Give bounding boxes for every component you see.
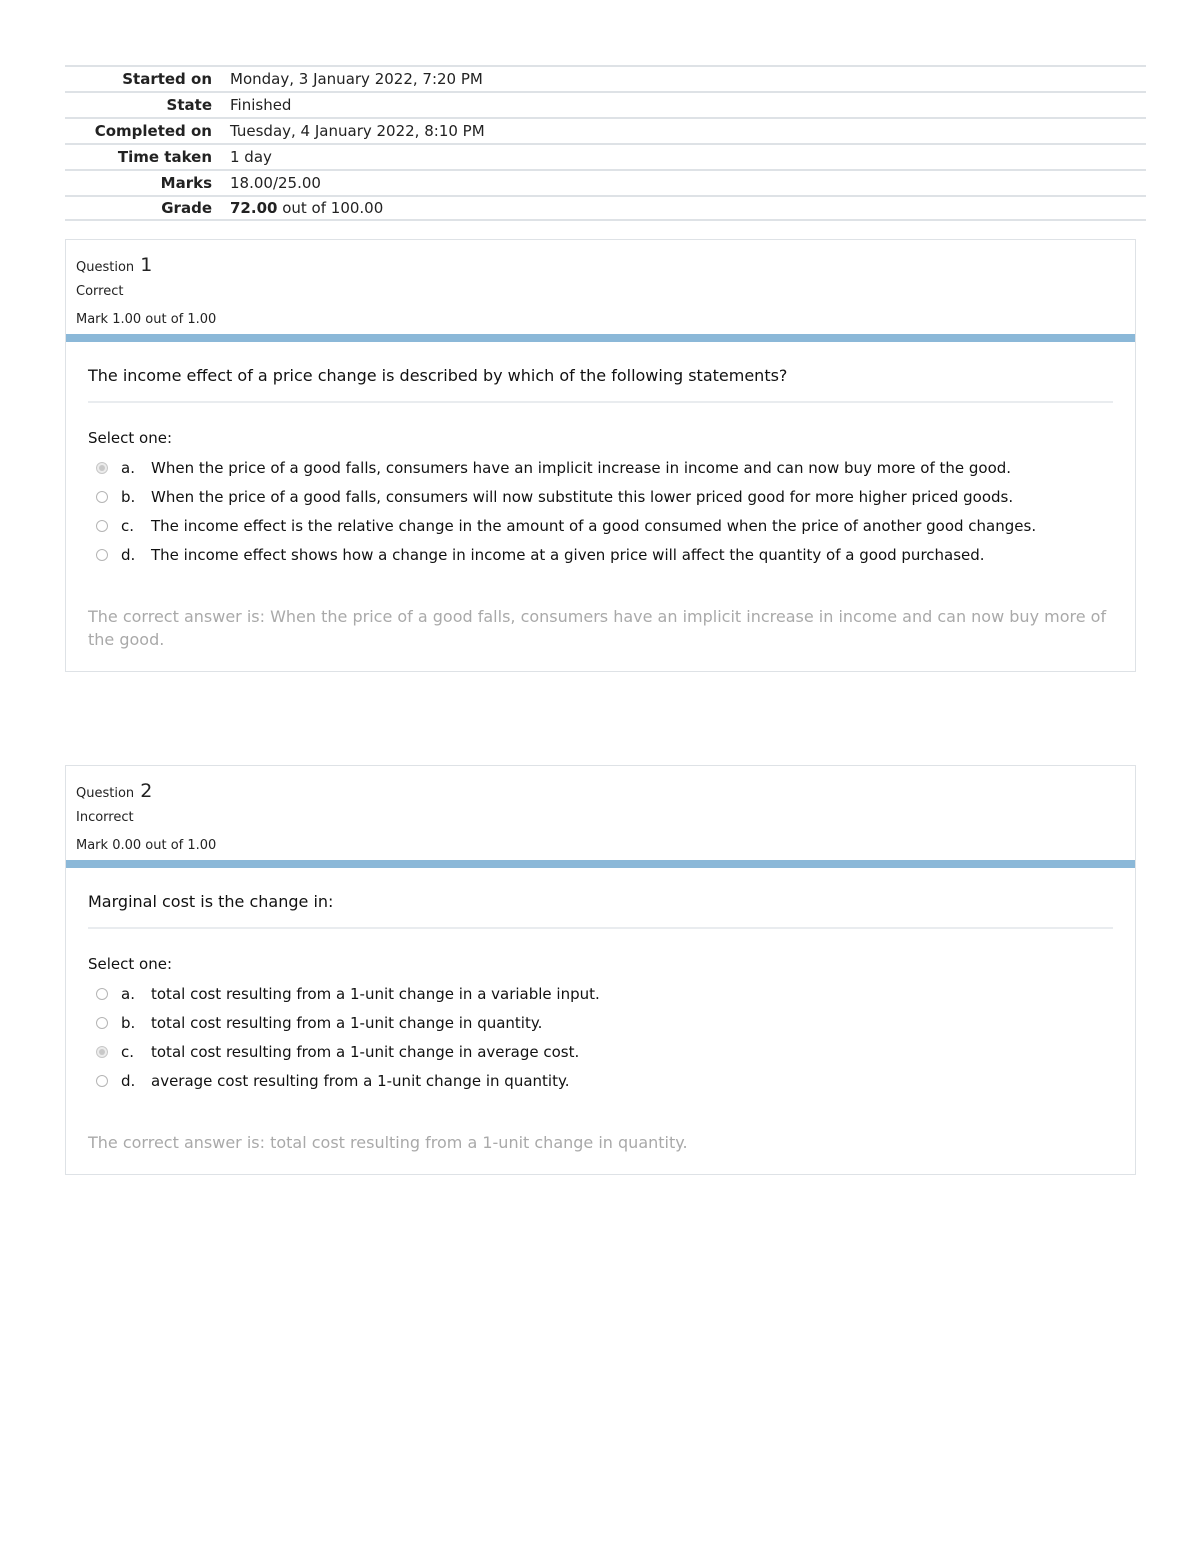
question-number-value: 2	[140, 780, 153, 802]
question-card-1	[65, 239, 1136, 672]
grade-value	[230, 199, 383, 217]
question-info	[66, 240, 1135, 334]
answer-option-a[interactable]	[88, 979, 1113, 1008]
option-text: The income effect is the relative change in the amount of a good consumed when the price of another good changes.	[151, 516, 1037, 535]
select-one-prompt: Select one:	[88, 955, 173, 973]
grade-label: Grade	[161, 199, 212, 217]
started-on-label: Started on	[122, 70, 212, 88]
answer-option-a[interactable]	[88, 453, 1113, 482]
marks-value: 18.00/25.00	[230, 174, 321, 192]
question-mark: Mark 1.00 out of 1.00	[76, 312, 217, 327]
option-text: total cost resulting from a 1-unit change in quantity.	[151, 1013, 543, 1032]
question-divider-bar	[66, 860, 1135, 868]
answer-option-d[interactable]	[88, 540, 1113, 569]
correct-answer-feedback: The correct answer is: When the price of a good falls, consumers have an implicit increase in income and can now buy more of the good.	[88, 607, 1107, 649]
select-one-prompt: Select one:	[88, 429, 173, 447]
question-card-2	[65, 765, 1136, 1175]
summary-row-started	[65, 65, 1146, 91]
question-content	[66, 868, 1135, 1117]
started-on-value: Monday, 3 January 2022, 7:20 PM	[230, 70, 483, 88]
question-divider-bar	[66, 334, 1135, 342]
state-label: State	[166, 96, 212, 114]
question-state: Correct	[76, 284, 124, 299]
option-letter: b.	[121, 1013, 136, 1032]
completed-on-label: Completed on	[94, 122, 212, 140]
grade-suffix: out of 100.00	[277, 199, 384, 217]
time-taken-value: 1 day	[230, 148, 272, 166]
option-letter: a.	[121, 458, 135, 477]
grade-score: 72.00	[230, 199, 278, 217]
answer-option-b[interactable]	[88, 482, 1113, 511]
answer-options	[88, 453, 1113, 569]
summary-row-time	[65, 143, 1146, 169]
question-content	[66, 342, 1135, 591]
option-text: average cost resulting from a 1-unit change in quantity.	[151, 1071, 570, 1090]
answer-option-b[interactable]	[88, 1008, 1113, 1037]
summary-row-completed	[65, 117, 1146, 143]
question-label: Question	[76, 786, 135, 801]
answer-option-d[interactable]	[88, 1066, 1113, 1095]
radio-button-selected[interactable]	[96, 1046, 108, 1058]
question-text: Marginal cost is the change in:	[88, 892, 1113, 929]
attempt-summary-table	[65, 65, 1146, 221]
option-letter: d.	[121, 1071, 136, 1090]
option-text: total cost resulting from a 1-unit change in a variable input.	[151, 984, 600, 1003]
radio-button-selected[interactable]	[96, 462, 108, 474]
state-value: Finished	[230, 96, 292, 114]
radio-button[interactable]	[96, 520, 108, 532]
radio-button[interactable]	[96, 549, 108, 561]
answer-options	[88, 979, 1113, 1095]
option-text: The income effect shows how a change in income at a given price will affect the quantity of a good purchased.	[151, 545, 985, 564]
completed-on-value: Tuesday, 4 January 2022, 8:10 PM	[230, 122, 485, 140]
radio-button[interactable]	[96, 988, 108, 1000]
summary-row-marks	[65, 169, 1146, 195]
question-state: Incorrect	[76, 810, 134, 825]
question-mark: Mark 0.00 out of 1.00	[76, 838, 217, 853]
option-letter: b.	[121, 487, 136, 506]
option-letter: d.	[121, 545, 136, 564]
radio-button[interactable]	[96, 1075, 108, 1087]
question-number	[76, 254, 1125, 276]
radio-button[interactable]	[96, 491, 108, 503]
time-taken-label: Time taken	[117, 148, 212, 166]
question-text: The income effect of a price change is described by which of the following statements?	[88, 366, 1113, 403]
option-letter: c.	[121, 516, 135, 535]
question-info	[66, 766, 1135, 860]
option-text: When the price of a good falls, consumers have an implicit increase in income and can now buy more of the good.	[151, 458, 1012, 477]
question-label: Question	[76, 260, 135, 275]
option-text: total cost resulting from a 1-unit change in average cost.	[151, 1042, 580, 1061]
radio-button[interactable]	[96, 1017, 108, 1029]
answer-option-c[interactable]	[88, 1037, 1113, 1066]
summary-row-grade	[65, 195, 1146, 221]
correct-answer-feedback: The correct answer is: total cost resulting from a 1-unit change in quantity.	[88, 1133, 688, 1152]
option-text: When the price of a good falls, consumers will now substitute this lower priced good for more higher priced goods.	[151, 487, 1014, 506]
answer-option-c[interactable]	[88, 511, 1113, 540]
summary-row-state	[65, 91, 1146, 117]
option-letter: a.	[121, 984, 135, 1003]
question-number-value: 1	[140, 254, 153, 276]
question-number	[76, 780, 1125, 802]
option-letter: c.	[121, 1042, 135, 1061]
marks-label: Marks	[160, 174, 212, 192]
